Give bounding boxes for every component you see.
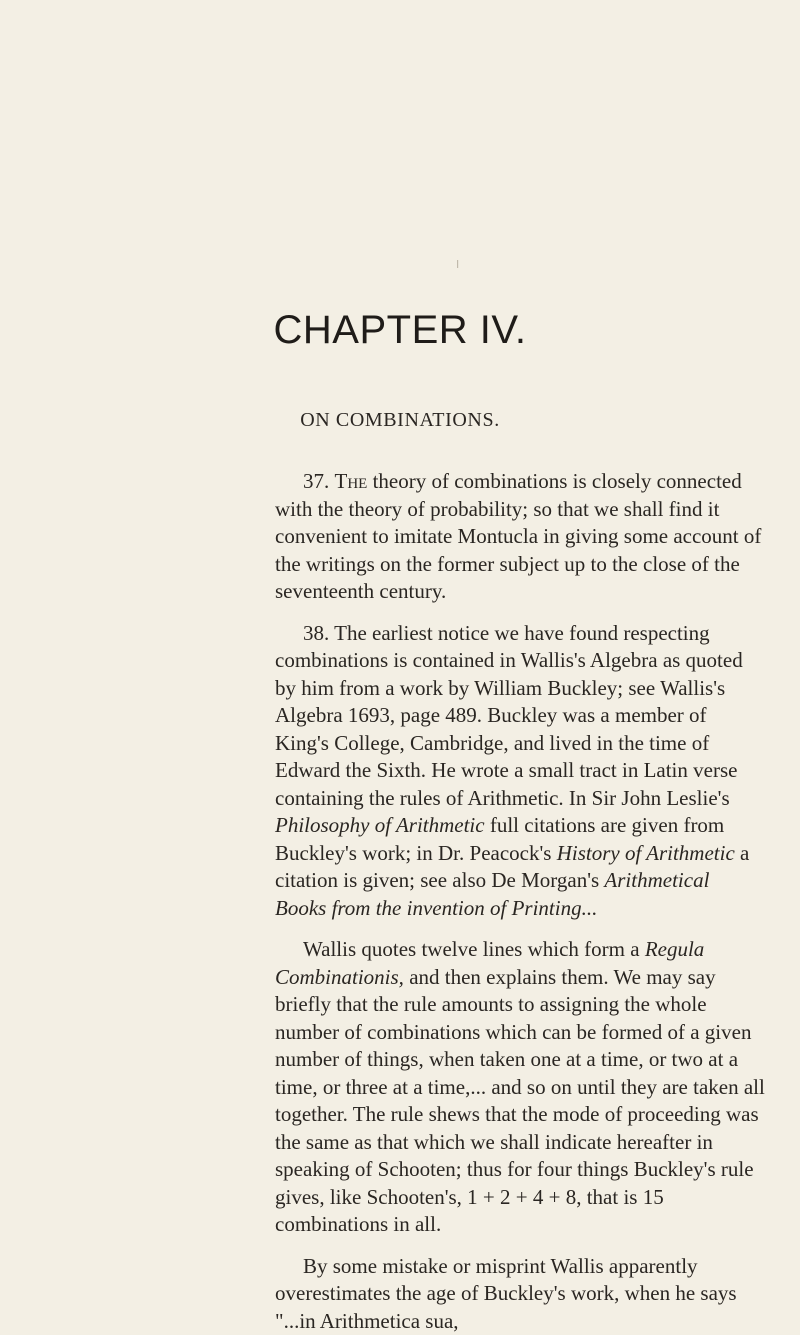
section-title: ON COMBINATIONS. xyxy=(0,409,800,432)
page-mark: I xyxy=(456,258,459,271)
paragraph-text: The earliest notice we have found respecting combinations is contained in Wallis's Algebra as quoted by him from a work by William Buckley; see Wallis's Algebra 1693, page 489. Buckley was a member of King's College, Cambridge, and lived in the time of Edward the Sixth. He wrote a small tract in Latin verse containing the rules of Arithmetic. In Sir John Leslie's xyxy=(275,621,743,810)
paragraph-text: By some mistake or misprint Wallis apparently overestimates the age of Buckley's work, when he says "...in Arithmetica sua, xyxy=(275,1254,737,1333)
paragraph-mistake xyxy=(275,1253,765,1335)
paragraph-text: Wallis quotes twelve lines which form a xyxy=(303,937,640,961)
paragraph-wallis xyxy=(275,936,765,1239)
body-text xyxy=(275,468,765,1335)
paragraph-text: theory of combinations is closely connected with the theory of probability; so that we shall find it convenient to imitate Montucla in giving some account of the writings on the former subject up to the close of the seventeenth century. xyxy=(275,469,761,603)
book-title-arithmetical-books: Arithmetical Books from the invention of Printing... xyxy=(275,868,709,920)
paragraph-37 xyxy=(275,468,765,606)
paragraph-text: a citation is given; see also De Morgan's xyxy=(275,841,749,893)
book-title-history: History of Arithmetic xyxy=(557,841,735,865)
paragraph-text: and then explains them. We may say briefly that the rule amounts to assigning the whole number of combinations which can be formed of a given number of things, when taken one at a time, or two at a time, or three at a time,... and so on until they are taken all together. The rule shews that the mode of proceeding was the same as that which we shall indicate hereafter in speaking of Schooten; thus for four things Buckley's rule gives, like Schooten's, 1 + 2 + 4 + 8, that is 15 combinations in all. xyxy=(275,965,765,1237)
book-title-regula: Regula Combinationis, xyxy=(275,937,704,989)
paragraph-number: 38. xyxy=(303,621,329,645)
paragraph-38 xyxy=(275,620,765,923)
paragraph-number: 37. xyxy=(303,469,329,493)
chapter-title: CHAPTER IV. xyxy=(0,308,800,353)
paragraph-lead-word: The xyxy=(335,469,368,493)
paragraph-text: full citations are given from Buckley's work; in Dr. Peacock's xyxy=(275,813,724,865)
book-title-philosophy: Philosophy of Arithmetic xyxy=(275,813,485,837)
